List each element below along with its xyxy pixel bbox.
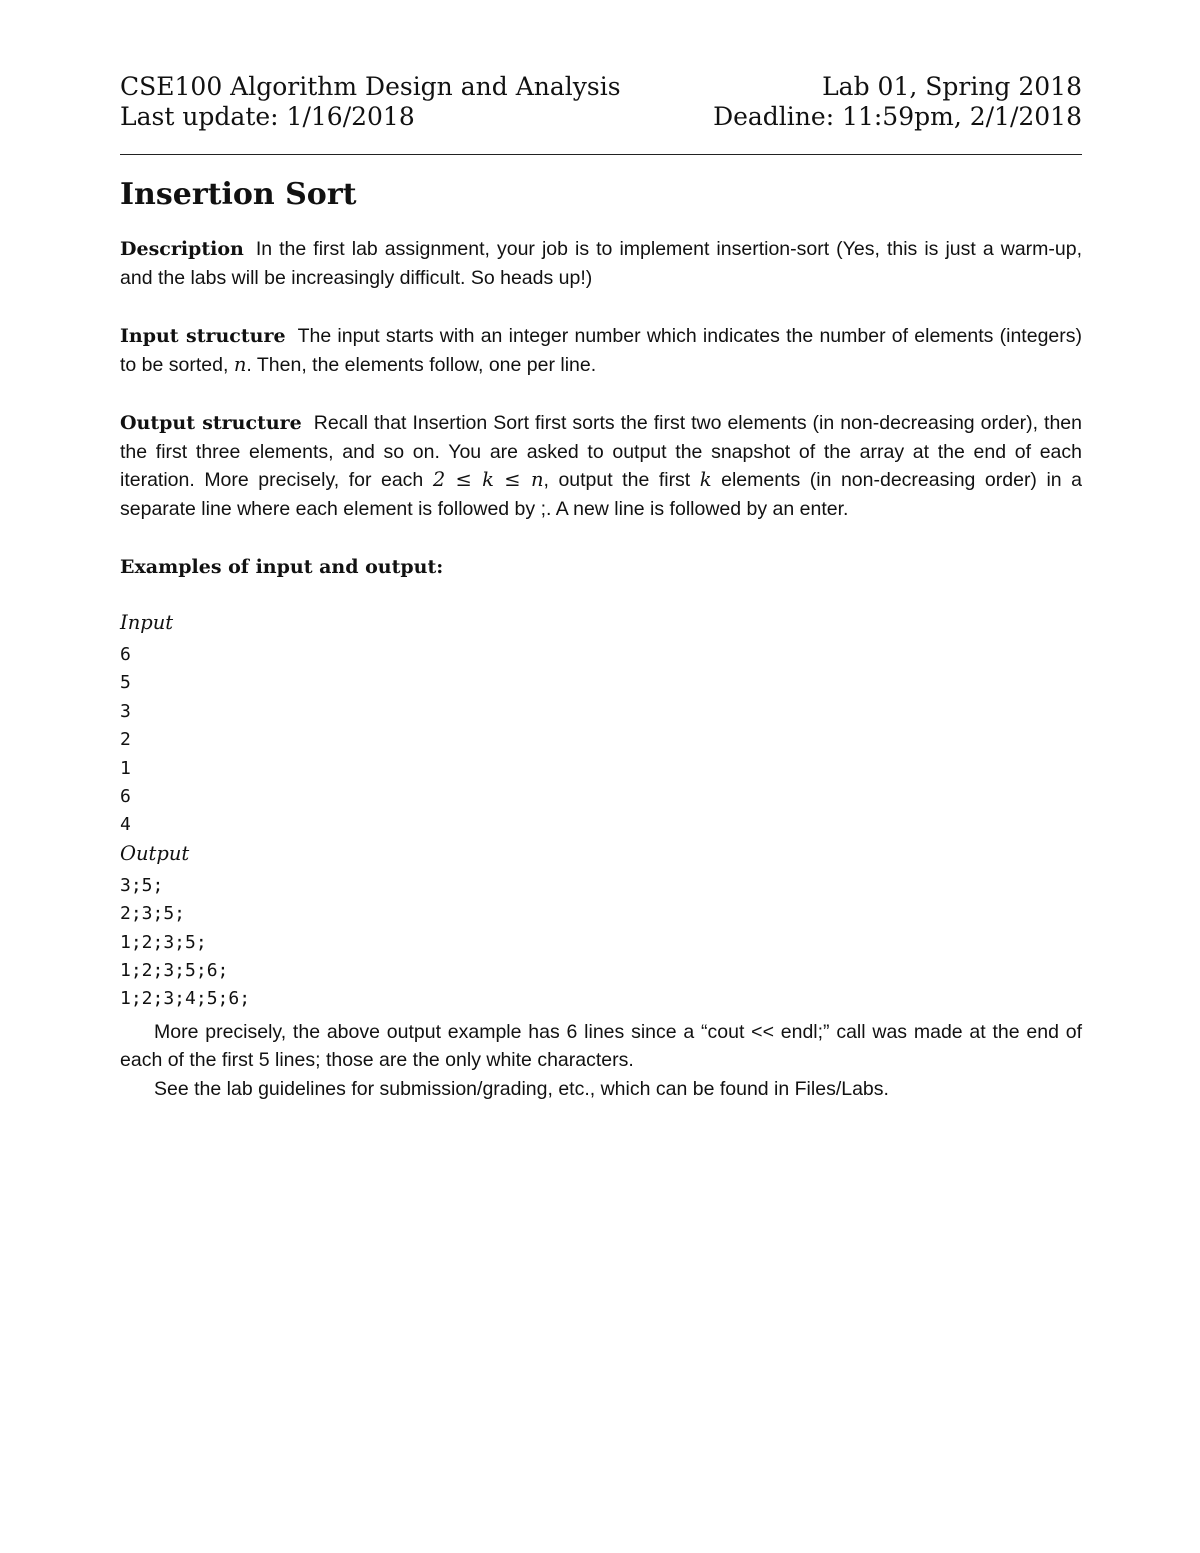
output-structure-text-1: Recall that Insertion Sort first sorts the first two elements (in non-decreasing order), then the first three elements, and so on. You are asked to output the snapshot of the array at the end of each iteration. More precisely, for each: [120, 412, 1082, 491]
output-line: 1;2;3;5;6;: [120, 959, 229, 981]
course-title: CSE100 Algorithm Design and Analysis: [120, 72, 621, 101]
input-line: 1: [120, 757, 131, 779]
output-line: 3;5;: [120, 874, 164, 896]
math-range: 2 ≤ k ≤ n: [432, 468, 544, 491]
input-line: 3: [120, 700, 131, 722]
input-line: 2: [120, 729, 131, 751]
output-structure-paragraph: [120, 409, 1082, 523]
description-text: In the first lab assignment, your job is to implement insertion-sort (Yes, this is just a warm-up, and the labs will be increasingly difficult. So heads up!): [120, 238, 1082, 289]
var-n: n: [233, 352, 247, 376]
input-example-label: Input: [120, 611, 174, 634]
output-structure-label: Output structure: [120, 412, 302, 434]
deadline: Deadline: 11:59pm, 2/1/2018: [713, 102, 1082, 131]
input-line: 6: [120, 785, 131, 807]
output-line: 1;2;3;5;: [120, 931, 207, 953]
input-structure-text-before: The input starts with an integer number which indicates the number of elements (integers) to be sorted,: [120, 325, 1082, 376]
header-divider: [120, 154, 1082, 155]
input-line: 5: [120, 672, 131, 694]
input-line: 4: [120, 814, 131, 836]
header-row-2: [120, 102, 1082, 132]
output-structure-text-3: elements (in non-decreasing order) in a separate line where each element is followed by ;. A new line is followed by an enter.: [120, 469, 1083, 520]
input-structure-text-after: . Then, the elements follow, one per line.: [246, 353, 597, 376]
closing-paragraph-1: More precisely, the above output example has 6 lines since a “cout << endl;” call was made at the end of each of the first 5 lines; those are the only white characters.: [120, 1020, 1082, 1072]
header-row-1: [120, 72, 1082, 102]
output-line: 2;3;5;: [120, 903, 186, 925]
output-example-label: Output: [120, 841, 190, 865]
last-update: Last update: 1/16/2018: [120, 102, 415, 131]
lab-document: [120, 72, 1082, 1103]
closing-paragraph-2: See the lab guidelines for submission/grading, etc., which can be found in Files/Labs.: [154, 1077, 889, 1100]
output-example-list: [120, 872, 1082, 1014]
input-structure-paragraph: [120, 322, 1082, 379]
examples-heading: Examples of input and output:: [120, 556, 444, 578]
input-structure-label: Input structure: [120, 325, 286, 347]
lab-term: Lab 01, Spring 2018: [822, 72, 1082, 101]
output-line: 1;2;3;4;5;6;: [120, 988, 251, 1010]
description-paragraph: [120, 235, 1082, 292]
var-k: k: [699, 468, 712, 491]
description-label: Description: [120, 238, 244, 260]
document-title: Insertion Sort: [120, 177, 357, 212]
output-structure-text-2: , output the first: [543, 469, 700, 491]
input-line: 6: [120, 644, 131, 665]
input-example-list: [120, 641, 1082, 840]
